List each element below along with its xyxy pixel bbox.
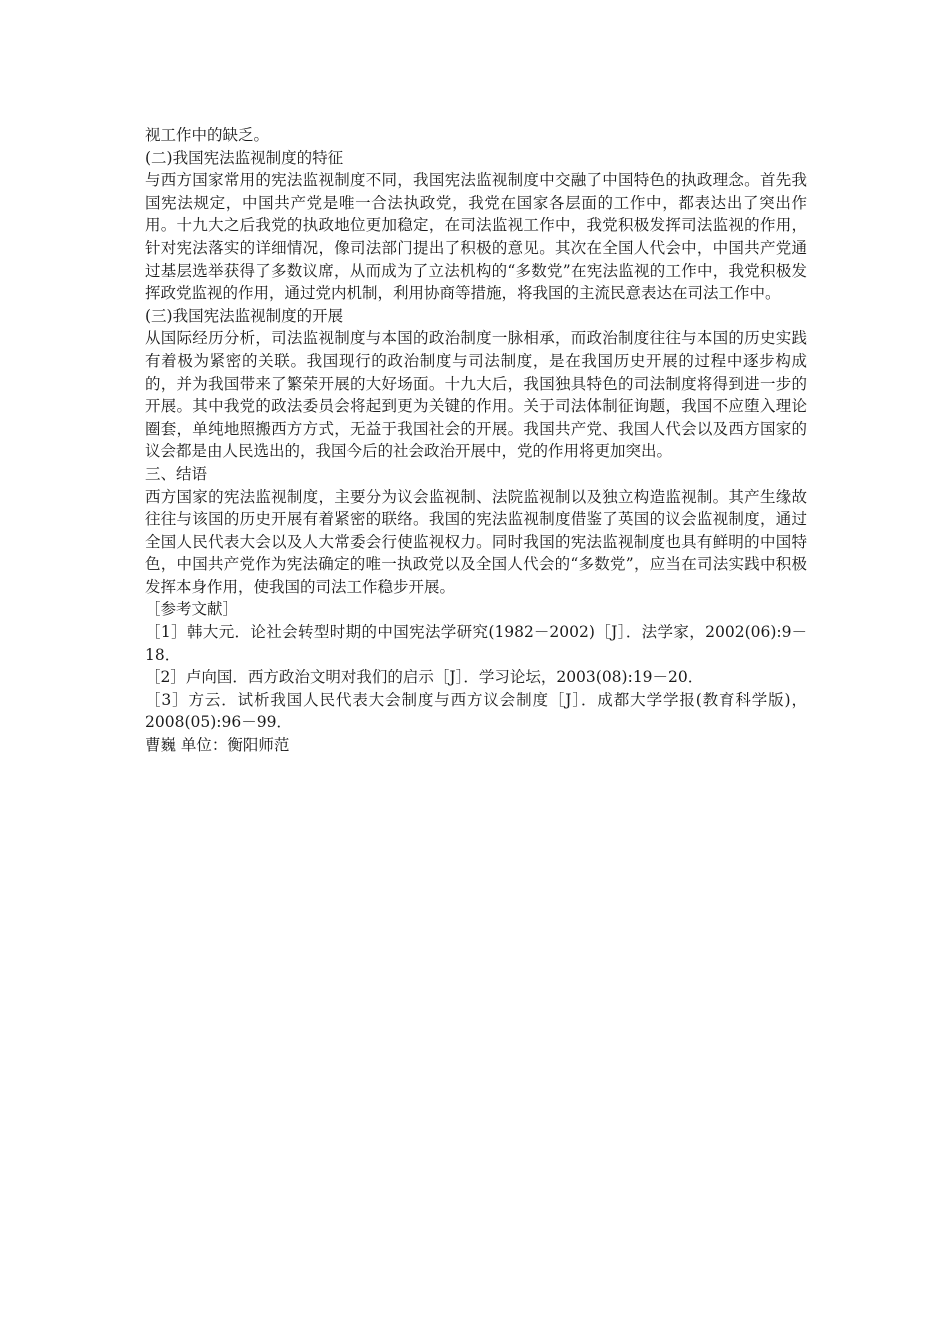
section-heading-conclusion: 三、结语: [145, 464, 208, 483]
author-affiliation: 曹巍 单位：衡阳师范: [145, 736, 290, 755]
reference-item-3: ［3］方云．试析我国人民代表大会制度与西方议会制度［J］．成都大学学报(教育科学版)，2008(05):96－99．: [145, 690, 807, 732]
reference-item-2: ［2］卢向国．西方政治文明对我们的启示［J］．学习论坛，2003(08):19－20．: [145, 668, 704, 687]
section-heading-development: (三)我国宪法监视制度的开展: [145, 306, 344, 325]
document-body: [145, 124, 807, 757]
paragraph-conclusion: 西方国家的宪法监视制度，主要分为议会监视制、法院监视制以及独立构造监视制。其产生缘故往往与该国的历史开展有着紧密的联络。我国的宪法监视制度借鉴了英国的议会监视制度，通过全国人民代表大会以及人大常委会行使监视权力。同时我国的宪法监视制度也具有鲜明的中国特色，中国共产党作为宪法确定的唯一执政党以及全国人代会的“多数党”，应当在司法实践中积极发挥本身作用，使我国的司法工作稳步开展。: [145, 487, 807, 596]
paragraph-development: 从国际经历分析，司法监视制度与本国的政治制度一脉相承，而政治制度往往与本国的历史实践有着极为紧密的关联。我国现行的政治制度与司法制度，是在我国历史开展的过程中逐步构成的，并为我国带来了繁荣开展的大好场面。十九大后，我国独具特色的司法制度将得到进一步的开展。其中我党的政法委员会将起到更为关键的作用。关于司法体制征询题，我国不应堕入理论圈套，单纯地照搬西方方式，无益于我国社会的开展。我国共产党、我国人代会以及西方国家的议会都是由人民选出的，我国今后的社会政治开展中，党的作用将更加突出。: [145, 329, 807, 461]
reference-item-1: ［1］韩大元．论社会转型时期的中国宪法学研究(1982－2002)［J］．法学家，2002(06):9－18．: [145, 623, 807, 664]
section-heading-features: (二)我国宪法监视制度的特征: [145, 148, 344, 167]
references-heading: ［参考文献］: [145, 600, 239, 619]
paragraph-continuation: 视工作中的缺乏。: [145, 126, 270, 144]
paragraph-features: 与西方国家常用的宪法监视制度不同，我国宪法监视制度中交融了中国特色的执政理念。首先我国宪法规定，中国共产党是唯一合法执政党，我党在国家各层面的工作中，都表达出了突出作用。十九大之后我党的执政地位更加稳定，在司法监视工作中，我党积极发挥司法监视的作用，针对宪法落实的详细情况，像司法部门提出了积极的意见。其次在全国人代会中，中国共产党通过基层选举获得了多数议席，从而成为了立法机构的“多数党”在宪法监视的工作中，我党积极发挥政党监视的作用，通过党内机制，利用协商等措施，将我国的主流民意表达在司法工作中。: [145, 171, 807, 303]
